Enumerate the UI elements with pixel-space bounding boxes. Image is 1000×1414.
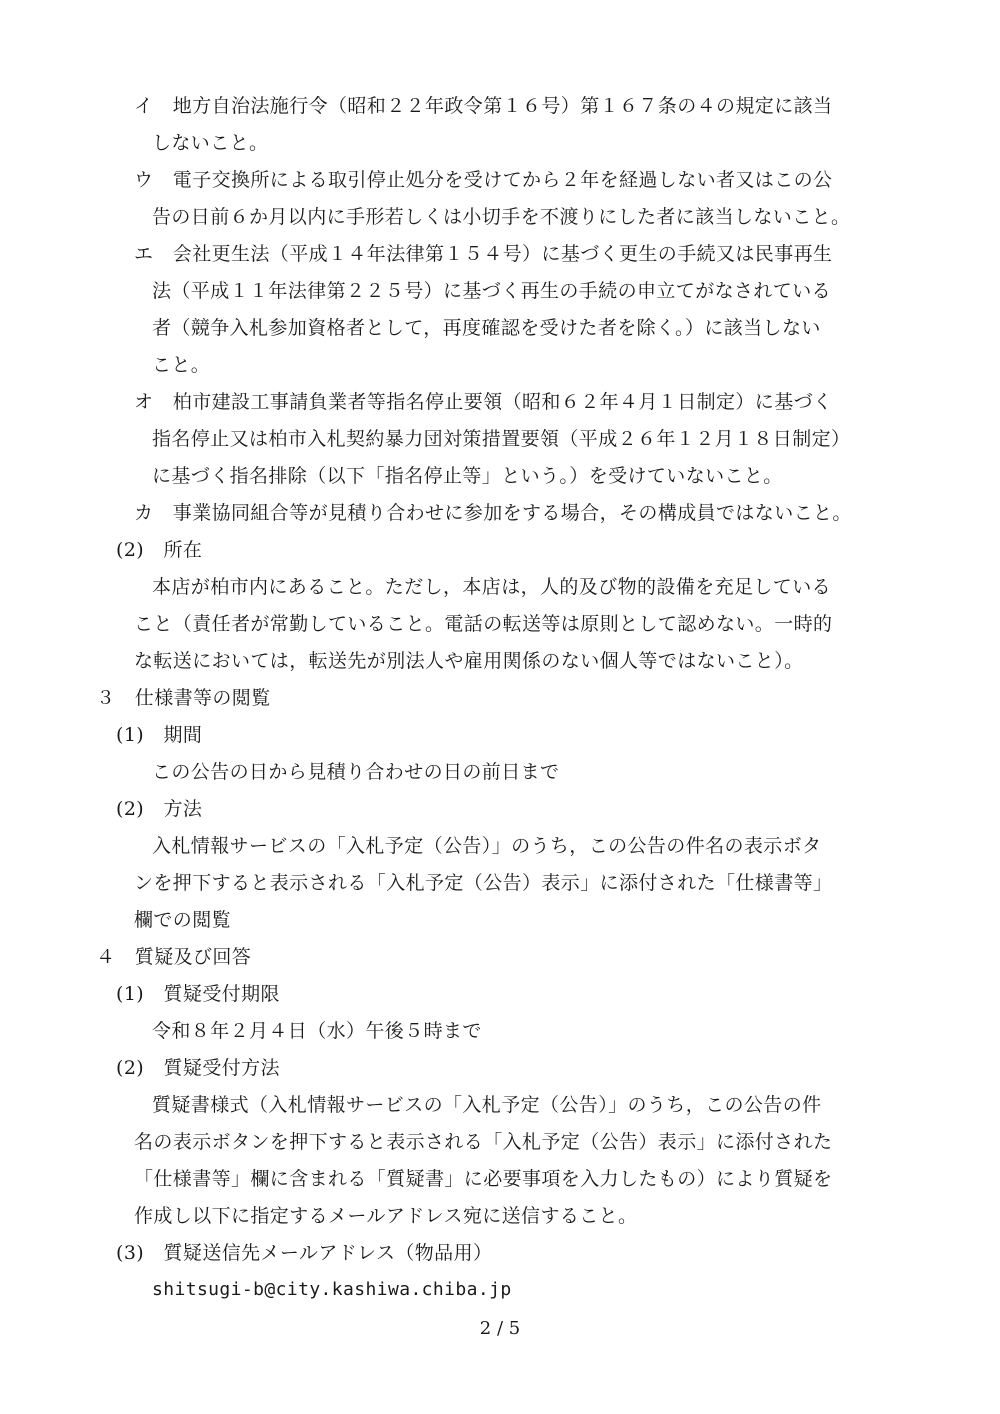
text-line: この公告の日から見積り合わせの日の前日まで bbox=[152, 761, 560, 783]
text-line: イ 地方自治法施行令（昭和２２年政令第１６号）第１６７条の４の規定に該当 bbox=[134, 95, 833, 117]
text-line: shitsugi-b@city.kashiwa.chiba.jp bbox=[152, 1279, 512, 1300]
text-line: 名の表示ボタンを押下すると表示される「入札予定（公告）表示」に添付された bbox=[134, 1131, 833, 1153]
text-line: 者（競争入札参加資格者として，再度確認を受けた者を除く。）に該当しない bbox=[152, 317, 821, 339]
text-line: 質疑書様式（入札情報サービスの「入札予定（公告）」のうち，この公告の件 bbox=[152, 1094, 822, 1116]
text-line: (1) 期間 bbox=[116, 724, 203, 746]
text-line: 告の日前６か月以内に手形若しくは小切手を不渡りにした者に該当しないこと。 bbox=[152, 206, 851, 228]
text-line: こと。 bbox=[152, 354, 211, 376]
text-line: 作成し以下に指定するメールアドレス宛に送信すること。 bbox=[134, 1205, 638, 1227]
text-line: 本店が柏市内にあること。ただし，本店は，人的及び物的設備を充足している bbox=[152, 576, 832, 598]
text-line: に基づく指名排除（以下「指名停止等」という。）を受けていないこと。 bbox=[152, 465, 783, 487]
text-line: (2) 所在 bbox=[116, 539, 203, 561]
text-line: 指名停止又は柏市入札契約暴力団対策措置要領（平成２６年１２月１８日制定） bbox=[152, 428, 851, 450]
text-line: ウ 電子交換所による取引停止処分を受けてから２年を経過しない者又はこの公 bbox=[134, 169, 833, 191]
text-line: エ 会社更生法（平成１４年法律第１５４号）に基づく更生の手続又は民事再生 bbox=[134, 243, 833, 265]
text-line: しないこと。 bbox=[152, 132, 269, 154]
text-line: な転送においては，転送先が別法人や雇用関係のない個人等ではないこと）。 bbox=[134, 650, 804, 672]
text-line: ３ 仕様書等の閲覧 bbox=[96, 687, 271, 709]
text-line: 法（平成１１年法律第２２５号）に基づく再生の手続の申立てがなされている bbox=[152, 280, 832, 302]
text-line: (2) 方法 bbox=[116, 798, 203, 820]
text-line: (3) 質疑送信先メールアドレス（物品用） bbox=[116, 1242, 493, 1264]
text-line: (2) 質疑受付方法 bbox=[116, 1057, 280, 1079]
page-number: 2 / 5 bbox=[479, 1318, 521, 1339]
text-line: 入札情報サービスの「入札予定（公告）」のうち，この公告の件名の表示ボタ bbox=[152, 835, 822, 857]
text-line: 令和８年２月４日（水）午後５時まで bbox=[152, 1020, 482, 1042]
text-line: ンを押下すると表示される「入札予定（公告）表示」に添付された「仕様書等」 bbox=[134, 872, 833, 894]
text-line: カ 事業協同組合等が見積り合わせに参加をする場合，その構成員ではないこと。 bbox=[134, 502, 852, 524]
text-line: (1) 質疑受付期限 bbox=[116, 983, 280, 1005]
text-line: ４ 質疑及び回答 bbox=[96, 946, 252, 968]
text-line: 欄での閲覧 bbox=[134, 909, 232, 931]
text-line: こと（責任者が常勤していること。電話の転送等は原則として認めない。一時的 bbox=[134, 613, 833, 635]
text-line: オ 柏市建設工事請負業者等指名停止要領（昭和６２年４月１日制定）に基づく bbox=[134, 391, 833, 413]
text-line: 「仕様書等」欄に含まれる「質疑書」に必要事項を入力したもの）により質疑を bbox=[134, 1168, 833, 1190]
